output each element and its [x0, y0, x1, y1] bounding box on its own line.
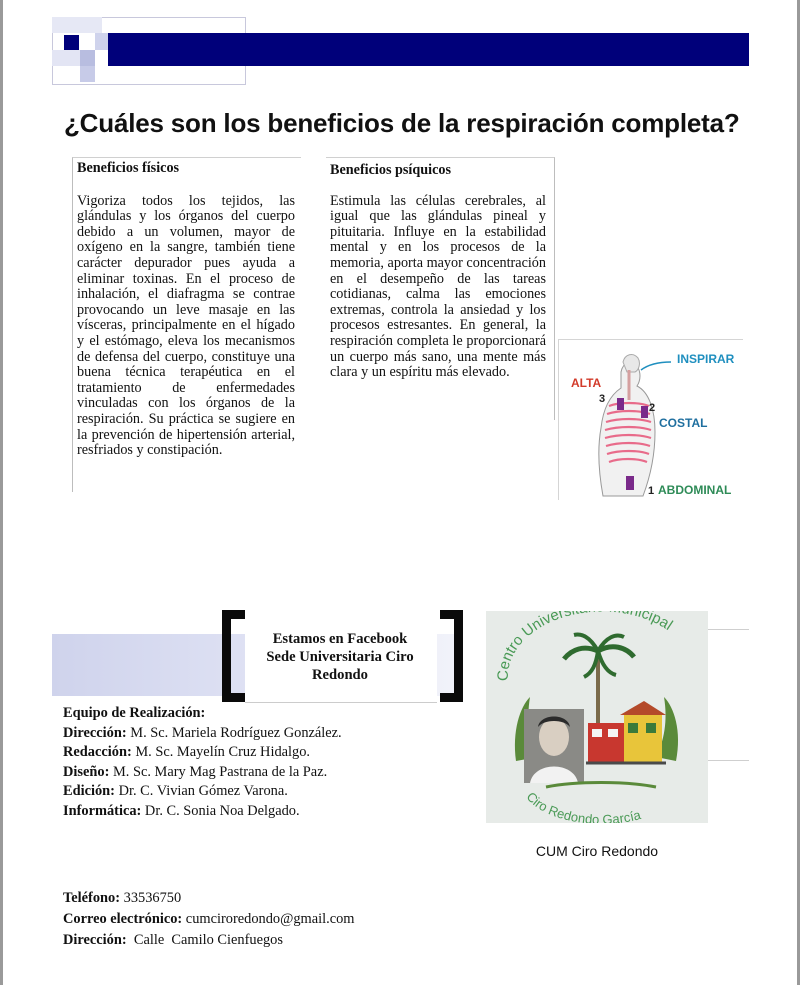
physical-benefits-column [72, 157, 301, 492]
inspire-arrow [641, 362, 671, 370]
window [608, 729, 618, 737]
window [592, 729, 602, 737]
bracket-right-bar [454, 610, 463, 702]
psychic-benefits-column [326, 157, 555, 420]
facebook-text [250, 630, 430, 684]
marker-abdominal [626, 476, 634, 490]
header-square [95, 33, 108, 50]
window [646, 723, 656, 733]
label-n2: 2 [649, 402, 656, 414]
bracket-left-bar [222, 610, 231, 702]
psychic-benefits-text: Estimula las células cerebrales, al igual que las glándulas pineal y pituitaria. Influye en la estabilidad mental y en los procesos de la memoria, aporta mayor concentración en el desempeño de las tareas cotidianas, calma las emociones extremas, controla la ansiedad y los procesos estresantes. En general, la respiración completa le proporcionará un cuerpo más sano, una mente más clara y un espíritu más elevado. [330, 192, 546, 381]
logo-arc-top: Centro Univers icipal [494, 611, 676, 682]
label-n1: 1 [648, 485, 655, 497]
psychic-benefits-heading: Beneficios psíquicos [330, 162, 452, 178]
credit-diseno: Diseño: M. Sc. Mary Mag Pastrana de la Paz. [63, 763, 328, 780]
bracket-right-bottom [440, 693, 463, 702]
physical-benefits-heading: Beneficios físicos [77, 160, 180, 176]
physical-benefits-text: Vigoriza todos los tejidos, las glándulas y los órganos del cuerpo debido a un volumen, mayor de oxígeno en la sangre, también tiene carácter depurador pues ayuda a eliminar toxinas. En el proceso de inhalación, el diafragma se contrae provocando un leve masaje en las vísceras, principalmente en el hígado y el estómago, eleva los mecanismos de defensa del cuerpo, constituye una buena técnica terapéutica en el tratamiento de enfermedades vinculadas con los órganos de la respiración. Su práctica se sugiere en la prevención de hipertensión arterial, resfriados y constipación. [77, 192, 295, 459]
contact-block [63, 888, 463, 951]
cum-logo-emblem [486, 611, 708, 823]
credits-block [63, 704, 363, 821]
breathing-diagram [558, 339, 743, 500]
credit-edicion: Edición: Dr. C. Vivian Gómez Varona. [63, 783, 288, 799]
marker-costal [641, 406, 648, 418]
bracket-left-top [222, 610, 245, 619]
logo-side-line-bottom [708, 760, 749, 761]
header-square [64, 35, 79, 50]
marker-alta [617, 398, 624, 410]
label-alta: ALTA [571, 376, 602, 390]
cum-logo [486, 611, 708, 823]
logo-caption: CUM Ciro Redondo [535, 843, 659, 859]
page-title: ¿Cuáles son los beneficios de la respiración completa? [64, 108, 740, 138]
head-silhouette [623, 355, 639, 372]
logo-side-line-top [708, 629, 749, 630]
header-square [80, 66, 95, 82]
header-square [80, 50, 95, 66]
label-inspirar: INSPIRAR [677, 352, 735, 366]
credit-direccion: Dirección: M. Sc. Mariela Rodríguez González. [63, 724, 342, 741]
contact-direccion: Dirección: Calle Camilo Cienfuegos [63, 932, 283, 948]
building-yellow [624, 715, 662, 763]
page-edge-left [0, 0, 3, 985]
credit-informatica: Informática: Dr. C. Sonia Noa Delgado. [63, 802, 300, 819]
logo-arc-bottom: Ciro Redondo García [523, 789, 643, 823]
breathing-diagram-figure [559, 340, 743, 500]
facebook-line2: Sede Universitaria Ciro Redondo [266, 649, 414, 683]
portrait-face [539, 718, 569, 756]
team-label: Equipo de Realización: [63, 705, 206, 721]
facebook-line1: Estamos en Facebook [272, 631, 408, 647]
bracket-left-bottom [222, 693, 245, 702]
email-link[interactable]: cumciroredondo@gmail.com [182, 911, 355, 927]
label-abdominal: ABDOMINAL [658, 483, 732, 497]
credit-redaccion: Redacción: M. Sc. Mayelín Cruz Hidalgo. [63, 744, 311, 760]
header-square [52, 17, 102, 33]
bracket-right-top [440, 610, 463, 619]
header-bar [108, 33, 749, 66]
contact-correo: Correo electrónico: cumciroredondo@gmail.com [63, 911, 355, 927]
label-costal: COSTAL [659, 416, 708, 430]
label-n3: 3 [599, 393, 606, 405]
header-square [52, 50, 80, 66]
contact-telefono: Teléfono: 33536750 [63, 890, 182, 906]
window [628, 723, 638, 733]
